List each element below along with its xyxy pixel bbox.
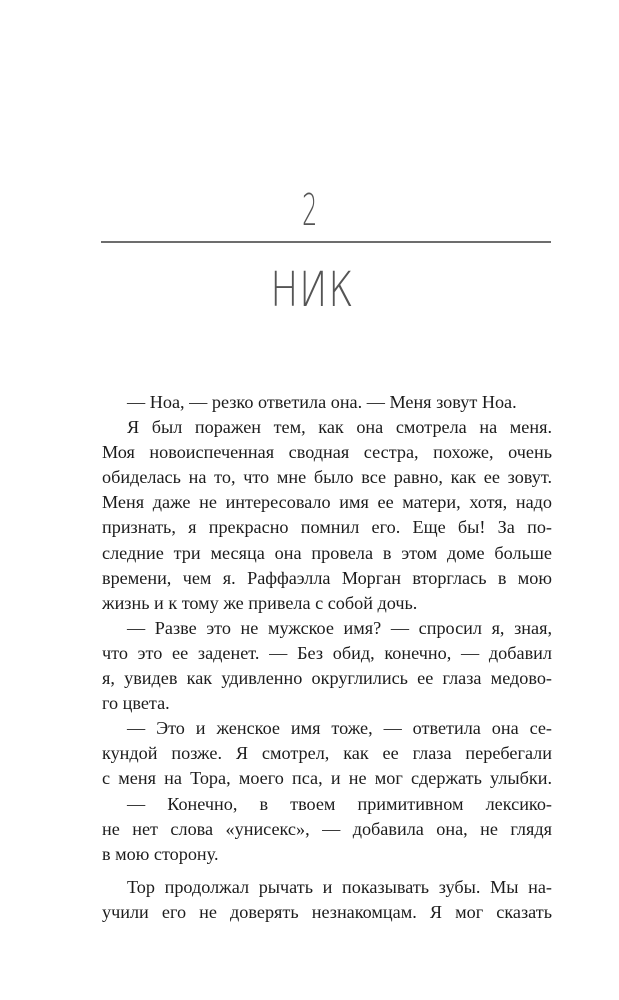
text-line: следние три месяца она провела в этом доме больше [102, 542, 552, 563]
chapter-number: 2 [302, 185, 318, 236]
text-line: я, увидев как удивленно округлились ее глаза медово- [102, 668, 552, 689]
chapter-title: НИК [270, 262, 355, 318]
text-line: — Конечно, в твоем примитивном лексико- [127, 793, 552, 814]
text-line: — Это и женское имя тоже, — ответила она се- [127, 718, 552, 739]
text-line: времени, чем я. Раффаэлла Морган вторглась в мою [102, 567, 552, 588]
text-line: жизнь и к тому же привела с собой дочь. [102, 592, 418, 613]
text-line: с меня на Тора, моего пса, и не мог сдержать улыбки. [102, 768, 552, 789]
text-line: что это ее заденет. — Без обид, конечно, — добавил [102, 642, 552, 663]
text-line: Моя новоиспеченная сводная сестра, похоже, очень [102, 442, 552, 463]
text-line: Я был поражен тем, как она смотрела на меня. [127, 417, 552, 438]
text-line: кундой позже. Я смотрел, как ее глаза перебегали [102, 743, 552, 764]
text-line: го цвета. [102, 693, 170, 714]
text-line: учили его не доверять незнакомцам. Я мог сказать [102, 901, 552, 922]
text-line: не нет слова «унисекс», — добавила она, не глядя [102, 818, 552, 839]
text-line: — Разве это не мужское имя? — спросил я, зная, [127, 617, 552, 638]
text-line: Тор продолжал рычать и показывать зубы. Мы на- [127, 876, 552, 897]
chapter-text [102, 390, 552, 925]
text-line: — Ноа, — резко ответила она. — Меня зовут Ноа. [127, 392, 517, 412]
text-line: обиделась на то, что мне было все равно, как ее зовут. [102, 467, 552, 488]
text-line: в мою сторону. [102, 843, 219, 864]
chapter-divider [101, 241, 551, 243]
text-line: признать, я прекрасно помнил его. Еще бы! За по- [102, 517, 552, 538]
text-line: Меня даже не интересовало имя ее матери, хотя, надо [102, 492, 552, 513]
